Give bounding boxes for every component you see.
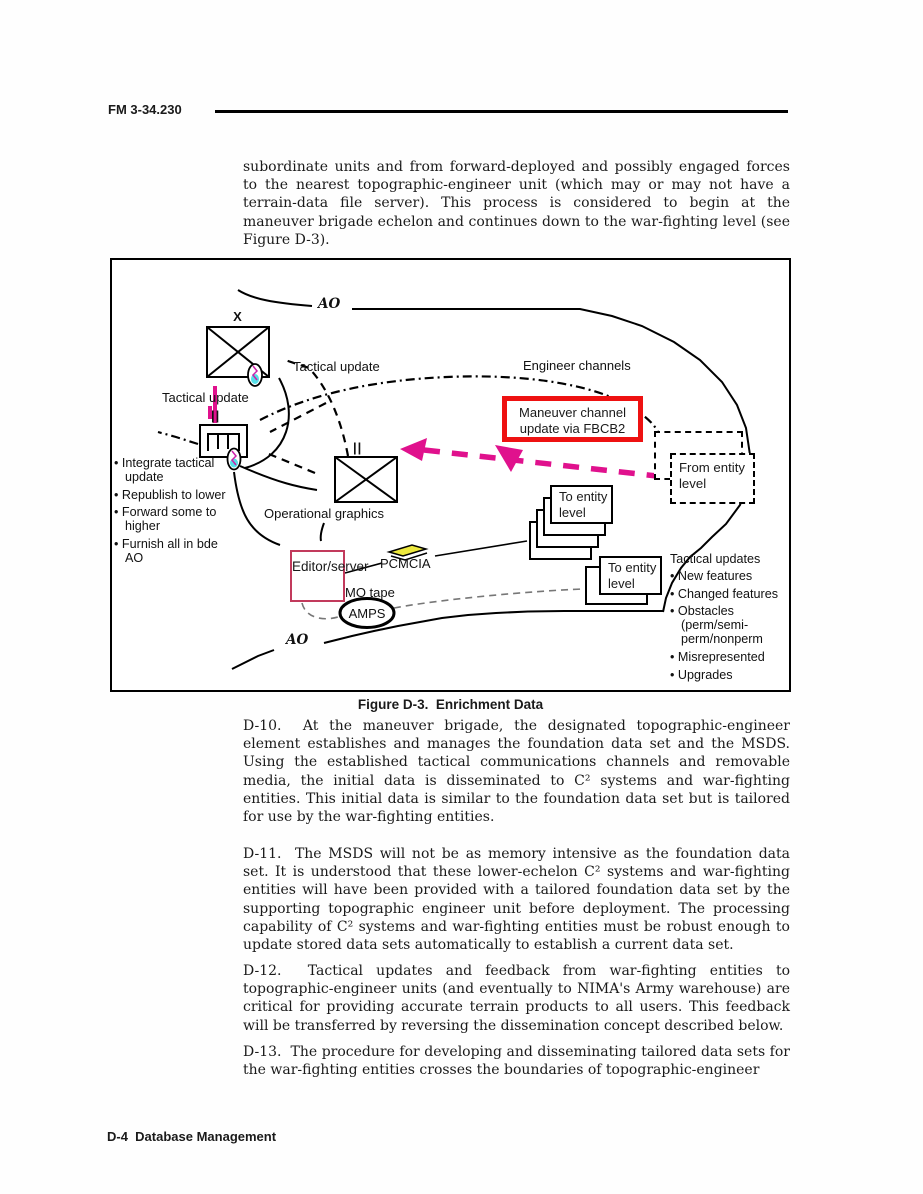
tactical-update-label-upper: Tactical update [293,359,380,374]
update-item: • New features [670,570,788,584]
editor-server-box: Editor/server [290,550,345,602]
from-entity-box: From entity level [670,453,755,504]
update-item: • Upgrades [670,669,788,683]
engineer-echelon-mark: || [211,408,221,423]
operational-graphics-label: Operational graphics [264,506,384,521]
header-rule [215,110,788,113]
to-entity-box-lower: To entity level [599,556,662,595]
note-item: • Forward some to higher [114,506,234,534]
brigade-notes-list [114,457,234,570]
note-item: • Republish to lower [114,489,234,503]
footer-page-label: D-4 Database Management [107,1129,277,1144]
magenta-arrowhead-battalion [400,438,427,461]
paragraph-d11: D-11. The MSDS will not be as memory intensive as the foundation data set. It is understood that these lower-echelon C² systems and war-fighting entities will have been provided with a tailored foundation data set by the supporting topographic engineer unit before deployment. The processing capability of C² systems and war-fighting entities must be robust enough to update stored data sets automatically to establish a current data set. [243,846,790,954]
paragraph-d10: D-10. At the maneuver brigade, the designated topographic-engineer element establishes and manages the foundation data set and the MSDS. Using the established tactical communications channels and removable media, the initial data is disseminated to C² systems and war-fighting entities. This initial data is similar to the foundation data set but is tailored for use by the war-fighting entities. [243,718,790,826]
update-item: • Misrepresented [670,651,788,665]
header-doc-number: FM 3-34.230 [108,102,182,117]
figure-caption: Figure D-3. Enrichment Data [357,697,544,712]
ao-label-top: AO [318,296,341,312]
tactical-update-dashed-lines [269,359,348,473]
to-entity-box-upper: To entity level [550,485,613,524]
battalion-unit-symbol [335,457,397,502]
intro-paragraph: subordinate units and from forward-deployed and possibly engaged forces to the nearest topographic-engineer unit (which may or may not have a terrain-data file server). This process is considered to begin at the maneuver brigade echelon and continues down to the war-fighting level (see Figure D-3). [243,159,790,248]
pcmcia-label: PCMCIA [380,556,431,571]
maneuver-channel-callout: Maneuver channel update via FBCB2 [502,396,643,442]
update-item: • Changed features [670,588,788,602]
update-item: • Obstacles (perm/semi-perm/nonperm [670,605,788,646]
battalion-echelon-mark: || [353,440,363,455]
tactical-updates-title: Tactical updates [670,552,761,566]
note-item: • Furnish all in bde AO [114,538,234,566]
paragraph-d13: D-13. The procedure for developing and disseminating tailored data sets for the war-fighting entities crosses the boundaries of topographic-engineer [243,1044,790,1079]
mo-tape-label: MO tape [345,585,395,600]
paragraph-d12: D-12. Tactical updates and feedback from war-fighting entities to topographic-engineer units (and eventually to NIMA's Army warehouse) are critical for providing accurate terrain products to all users. This feedback will be transferred by reversing the dissemination concept described below. [243,963,790,1034]
note-item: • Integrate tactical update [114,457,234,485]
tactical-update-label-lower: Tactical update [162,390,249,405]
engineer-channels-label: Engineer channels [523,358,631,373]
amps-label: AMPS [348,606,386,621]
media-disc-icon [248,364,262,386]
brigade-echelon-mark: X [233,309,243,324]
ao-label-bottom: AO [286,632,309,648]
tactical-updates-list [670,553,788,686]
media-connector-lines [345,541,527,573]
figure-d3-diagram [110,258,791,692]
